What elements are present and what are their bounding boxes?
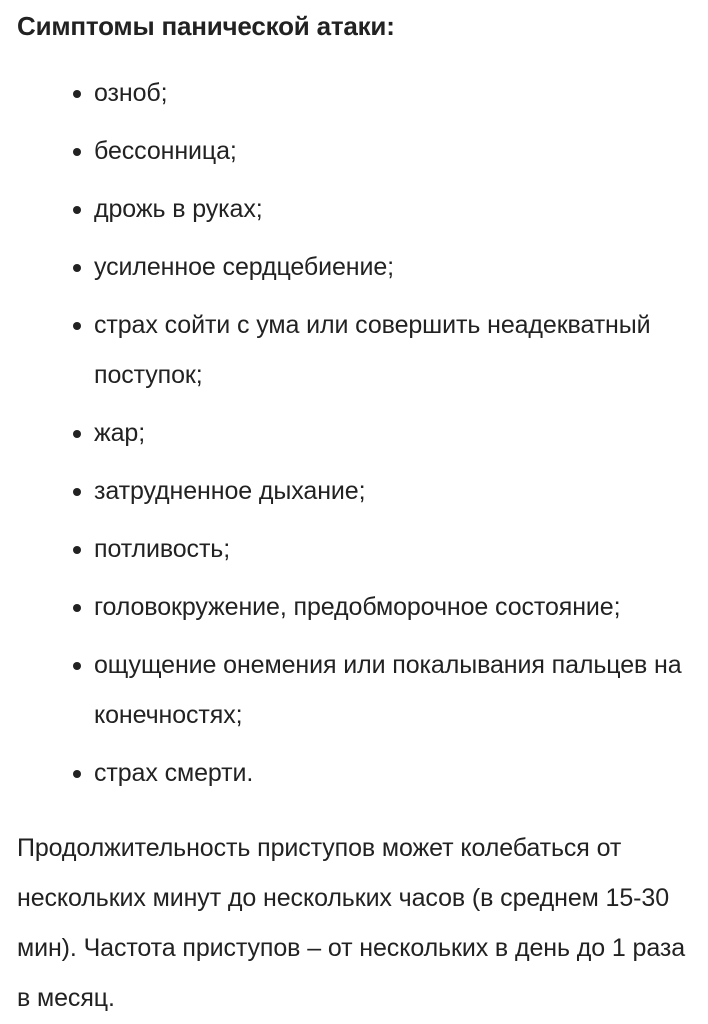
symptom-text: дрожь в руках; <box>94 195 263 223</box>
bullet-icon <box>73 488 81 496</box>
list-item <box>0 68 708 118</box>
bullet-icon <box>73 264 81 272</box>
symptom-text: жар; <box>94 419 146 447</box>
list-item <box>0 748 708 798</box>
bullet-icon <box>73 546 81 554</box>
list-item <box>0 524 708 574</box>
section-heading: Симптомы панической атаки: <box>17 11 395 41</box>
list-item <box>0 300 708 400</box>
symptom-text: озноб; <box>94 79 168 107</box>
bullet-icon <box>73 148 81 156</box>
symptom-text: головокружение, предобморочное состояние; <box>94 593 621 621</box>
bullet-icon <box>73 322 81 330</box>
list-item <box>0 242 708 292</box>
symptom-text: бессонница; <box>94 137 237 165</box>
list-item <box>0 640 708 740</box>
symptom-text: потливость; <box>94 535 231 563</box>
symptom-list <box>0 68 708 806</box>
bullet-icon <box>73 206 81 214</box>
symptom-text: усиленное сердцебиение; <box>94 253 395 281</box>
symptom-text: затрудненное дыхание; <box>94 477 366 505</box>
list-item <box>0 582 708 632</box>
symptom-text: страх сойти с ума или совершить неадекватный поступок; <box>94 311 651 389</box>
symptom-text: ощущение онемения или покалывания пальцев на конечностях; <box>94 651 682 729</box>
bullet-icon <box>73 90 81 98</box>
list-item <box>0 184 708 234</box>
symptom-text: страх смерти. <box>94 759 254 787</box>
list-item <box>0 408 708 458</box>
bullet-icon <box>73 770 81 778</box>
list-item <box>0 126 708 176</box>
bullet-icon <box>73 430 81 438</box>
duration-paragraph: Продолжительность приступов может колебаться от нескольких минут до нескольких часов (в среднем 15-30 мин). Частота приступов – от нескольких в день до 1 раза в месяц. <box>17 834 686 1012</box>
list-item <box>0 466 708 516</box>
bullet-icon <box>73 604 81 612</box>
bullet-icon <box>73 662 81 670</box>
